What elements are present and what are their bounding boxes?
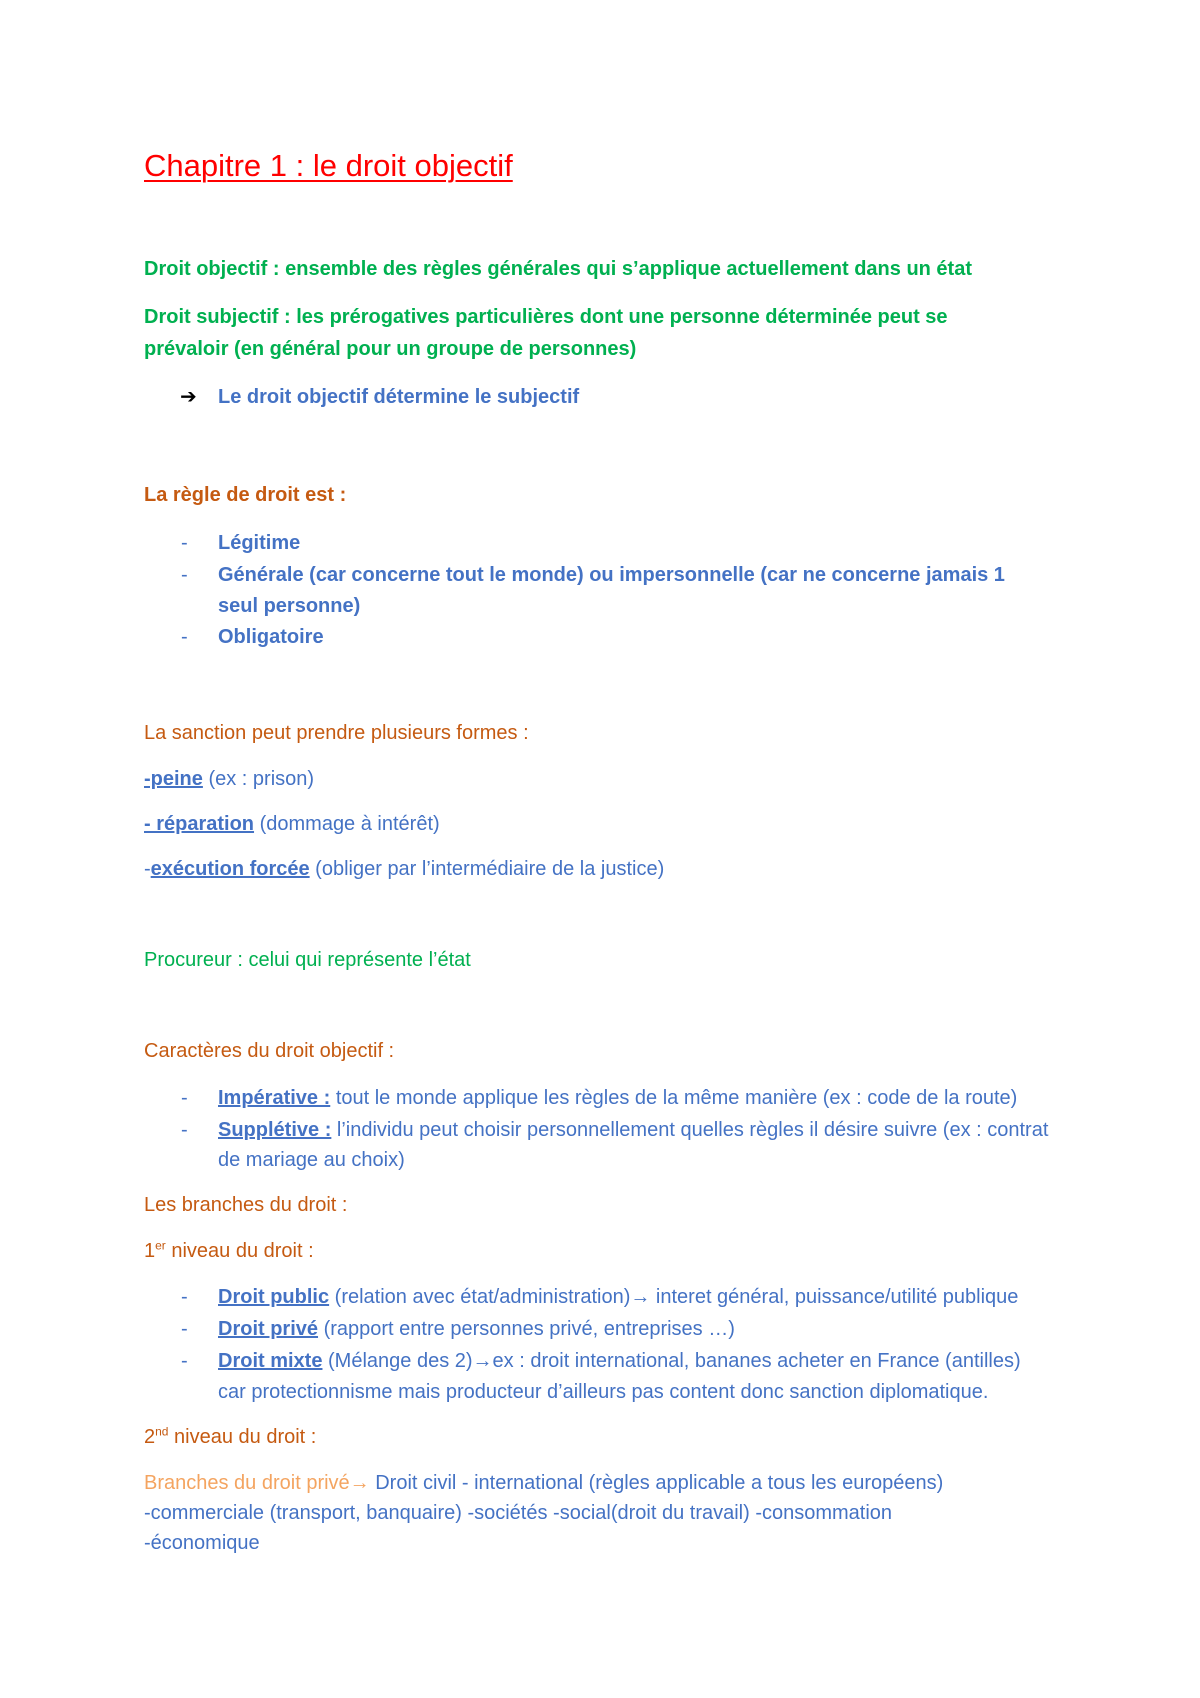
- branche-droit-mixte-line2: car protectionnisme mais producteur d’ailleurs pas content donc sanction diplomatique.: [218, 1381, 989, 1403]
- bullet-dash: -: [181, 1350, 188, 1372]
- sanction-term: exécution forcée: [150, 858, 310, 880]
- niveau-label: niveau du droit :: [168, 1426, 317, 1448]
- branche-detail: (Mélange des 2)→ex : droit international, bananes acheter en France (antilles): [322, 1350, 1021, 1372]
- branches-prive-line2: -commerciale (transport, banquaire) -sociétés -social(droit du travail) -consommation: [144, 1502, 893, 1524]
- branche-detail: (rapport entre personnes privé, entreprises …): [318, 1318, 735, 1340]
- heading-niveau-1: [144, 1238, 314, 1264]
- sanction-term: - réparation: [144, 813, 255, 835]
- branche-droit-prive: [218, 1316, 735, 1342]
- heading-regle-de-droit: La règle de droit est :: [144, 484, 347, 506]
- caractere-supletive-line2: de mariage au choix): [218, 1149, 405, 1171]
- regle-item-generale-line2: seul personne): [218, 595, 361, 617]
- caractere-detail: l’individu peut choisir personnellement quelles règles il désire suivre (ex : contrat: [331, 1119, 1049, 1141]
- niveau-suffix: nd: [155, 1424, 169, 1439]
- definition-droit-subjectif-line2: prévaloir (en général pour un groupe de personnes): [144, 338, 637, 360]
- definition-droit-subjectif-line1: Droit subjectif : les prérogatives particulières dont une personne déterminée peut se: [144, 306, 948, 328]
- regle-item-legitime: Légitime: [218, 532, 301, 554]
- niveau-number: 2: [144, 1426, 156, 1448]
- branches-prive-line3: -économique: [144, 1532, 260, 1554]
- niveau-suffix: er: [155, 1238, 166, 1253]
- definition-procureur: Procureur : celui qui représente l’état: [144, 949, 471, 971]
- sanction-detail: (ex : prison): [202, 768, 315, 790]
- heading-sanction: La sanction peut prendre plusieurs formes :: [144, 722, 529, 744]
- branche-term: Droit privé: [218, 1318, 319, 1340]
- branches-prive-prefix: Branches du droit privé→: [144, 1472, 370, 1494]
- sanction-prefix: -: [144, 858, 151, 880]
- bullet-dash: -: [181, 532, 188, 554]
- branche-term: Droit public: [218, 1286, 330, 1308]
- bullet-dash: -: [181, 564, 188, 586]
- caractere-term: Impérative :: [218, 1087, 331, 1109]
- sanction-term: -peine: [144, 768, 203, 790]
- sanction-reparation: [144, 811, 440, 837]
- branche-droit-public: [218, 1284, 1018, 1310]
- caractere-term: Supplétive :: [218, 1119, 332, 1141]
- regle-item-obligatoire: Obligatoire: [218, 626, 324, 648]
- bullet-dash: -: [181, 1087, 188, 1109]
- caractere-detail: tout le monde applique les règles de la même manière (ex : code de la route): [330, 1087, 1018, 1109]
- arrow-icon: ➔: [180, 386, 197, 408]
- page-title: Chapitre 1 : le droit objectif: [144, 148, 513, 183]
- caractere-imperative: [218, 1085, 1017, 1111]
- bullet-dash: -: [181, 1119, 188, 1141]
- branches-prive-line1: [144, 1470, 943, 1496]
- niveau-label: niveau du droit :: [165, 1240, 314, 1262]
- bullet-dash: -: [181, 1318, 188, 1340]
- branches-prive-detail: Droit civil - international (règles applicable a tous les européens): [369, 1472, 944, 1494]
- branche-detail: (relation avec état/administration)→ interet général, puissance/utilité publique: [329, 1286, 1019, 1308]
- heading-branches: Les branches du droit :: [144, 1194, 348, 1216]
- branche-term: Droit mixte: [218, 1350, 323, 1372]
- definition-droit-objectif: Droit objectif : ensemble des règles générales qui s’applique actuellement dans un état: [144, 258, 972, 280]
- regle-item-generale-line1: Générale (car concerne tout le monde) ou impersonnelle (car ne concerne jamais 1: [218, 564, 1005, 586]
- arrow-conclusion: Le droit objectif détermine le subjectif: [218, 386, 580, 408]
- heading-niveau-2: [144, 1424, 316, 1450]
- branche-droit-mixte: [218, 1348, 1021, 1374]
- sanction-execution-forcee: [144, 856, 664, 882]
- caractere-supletive: [218, 1117, 1048, 1143]
- heading-caracteres: Caractères du droit objectif :: [144, 1040, 395, 1062]
- sanction-peine: [144, 766, 314, 792]
- sanction-detail: (obliger par l’intermédiaire de la justice): [309, 858, 665, 880]
- niveau-number: 1: [144, 1240, 156, 1262]
- bullet-dash: -: [181, 626, 188, 648]
- bullet-dash: -: [181, 1286, 188, 1308]
- sanction-detail: (dommage à intérêt): [254, 813, 440, 835]
